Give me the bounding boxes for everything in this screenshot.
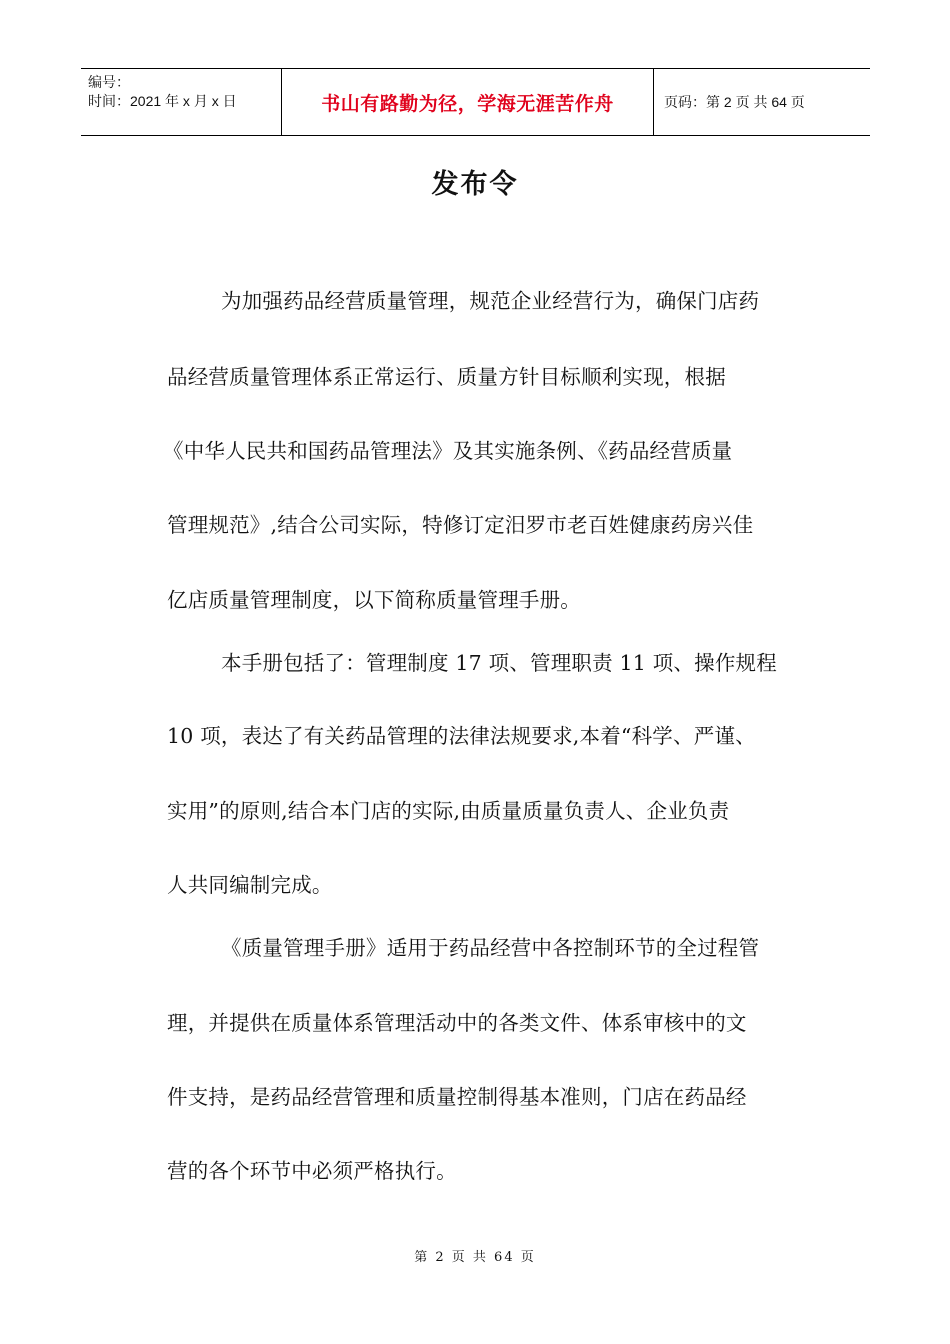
header-page-info: 页码：第 2 页 共 64 页: [664, 94, 805, 110]
page-footer: 第 2 页 共 64 页: [414, 1250, 536, 1265]
header-motto: 书山有路勤为径，学海无涯苦作舟: [321, 92, 614, 115]
body-line: 人共同编制完成。: [167, 873, 333, 897]
page-header: [81, 68, 870, 136]
document-title: 发布令: [431, 169, 519, 200]
body-line: 10 项，表达了有关药品管理的法律法规要求,本着“科学、严谨、: [167, 724, 756, 748]
body-line: 件支持，是药品经营管理和质量控制得基本准则，门店在药品经: [167, 1085, 747, 1109]
body-line: 管理规范》,结合公司实际，特修订定汨罗市老百姓健康药房兴佳: [167, 513, 754, 537]
body-line: 理，并提供在质量体系管理活动中的各类文件、体系审核中的文: [167, 1011, 747, 1035]
body-line: 品经营质量管理体系正常运行、质量方针目标顺利实现，根据: [167, 365, 726, 389]
body-line: 本手册包括了：管理制度 17 项、管理职责 11 项、操作规程: [221, 651, 777, 675]
document-date-label: 时间：2021 年 x 月 x 日: [88, 93, 237, 109]
body-line: 营的各个环节中必须严格执行。: [167, 1159, 457, 1183]
body-line: 为加强药品经营质量管理，规范企业经营行为，确保门店药: [221, 289, 760, 313]
body-line: 实用”的原则,结合本门店的实际,由质量质量负责人、企业负责: [167, 799, 730, 823]
body-line: 亿店质量管理制度，以下简称质量管理手册。: [167, 588, 581, 612]
body-line: 《质量管理手册》适用于药品经营中各控制环节的全过程管: [221, 936, 760, 960]
document-number-label: 编号：: [88, 74, 130, 90]
body-line: 《中华人民共和国药品管理法》及其实施条例、《药品经营质量: [163, 439, 733, 463]
header-motto-cell: [282, 69, 654, 135]
header-meta-cell: [81, 69, 282, 135]
header-page-cell: [654, 69, 870, 135]
